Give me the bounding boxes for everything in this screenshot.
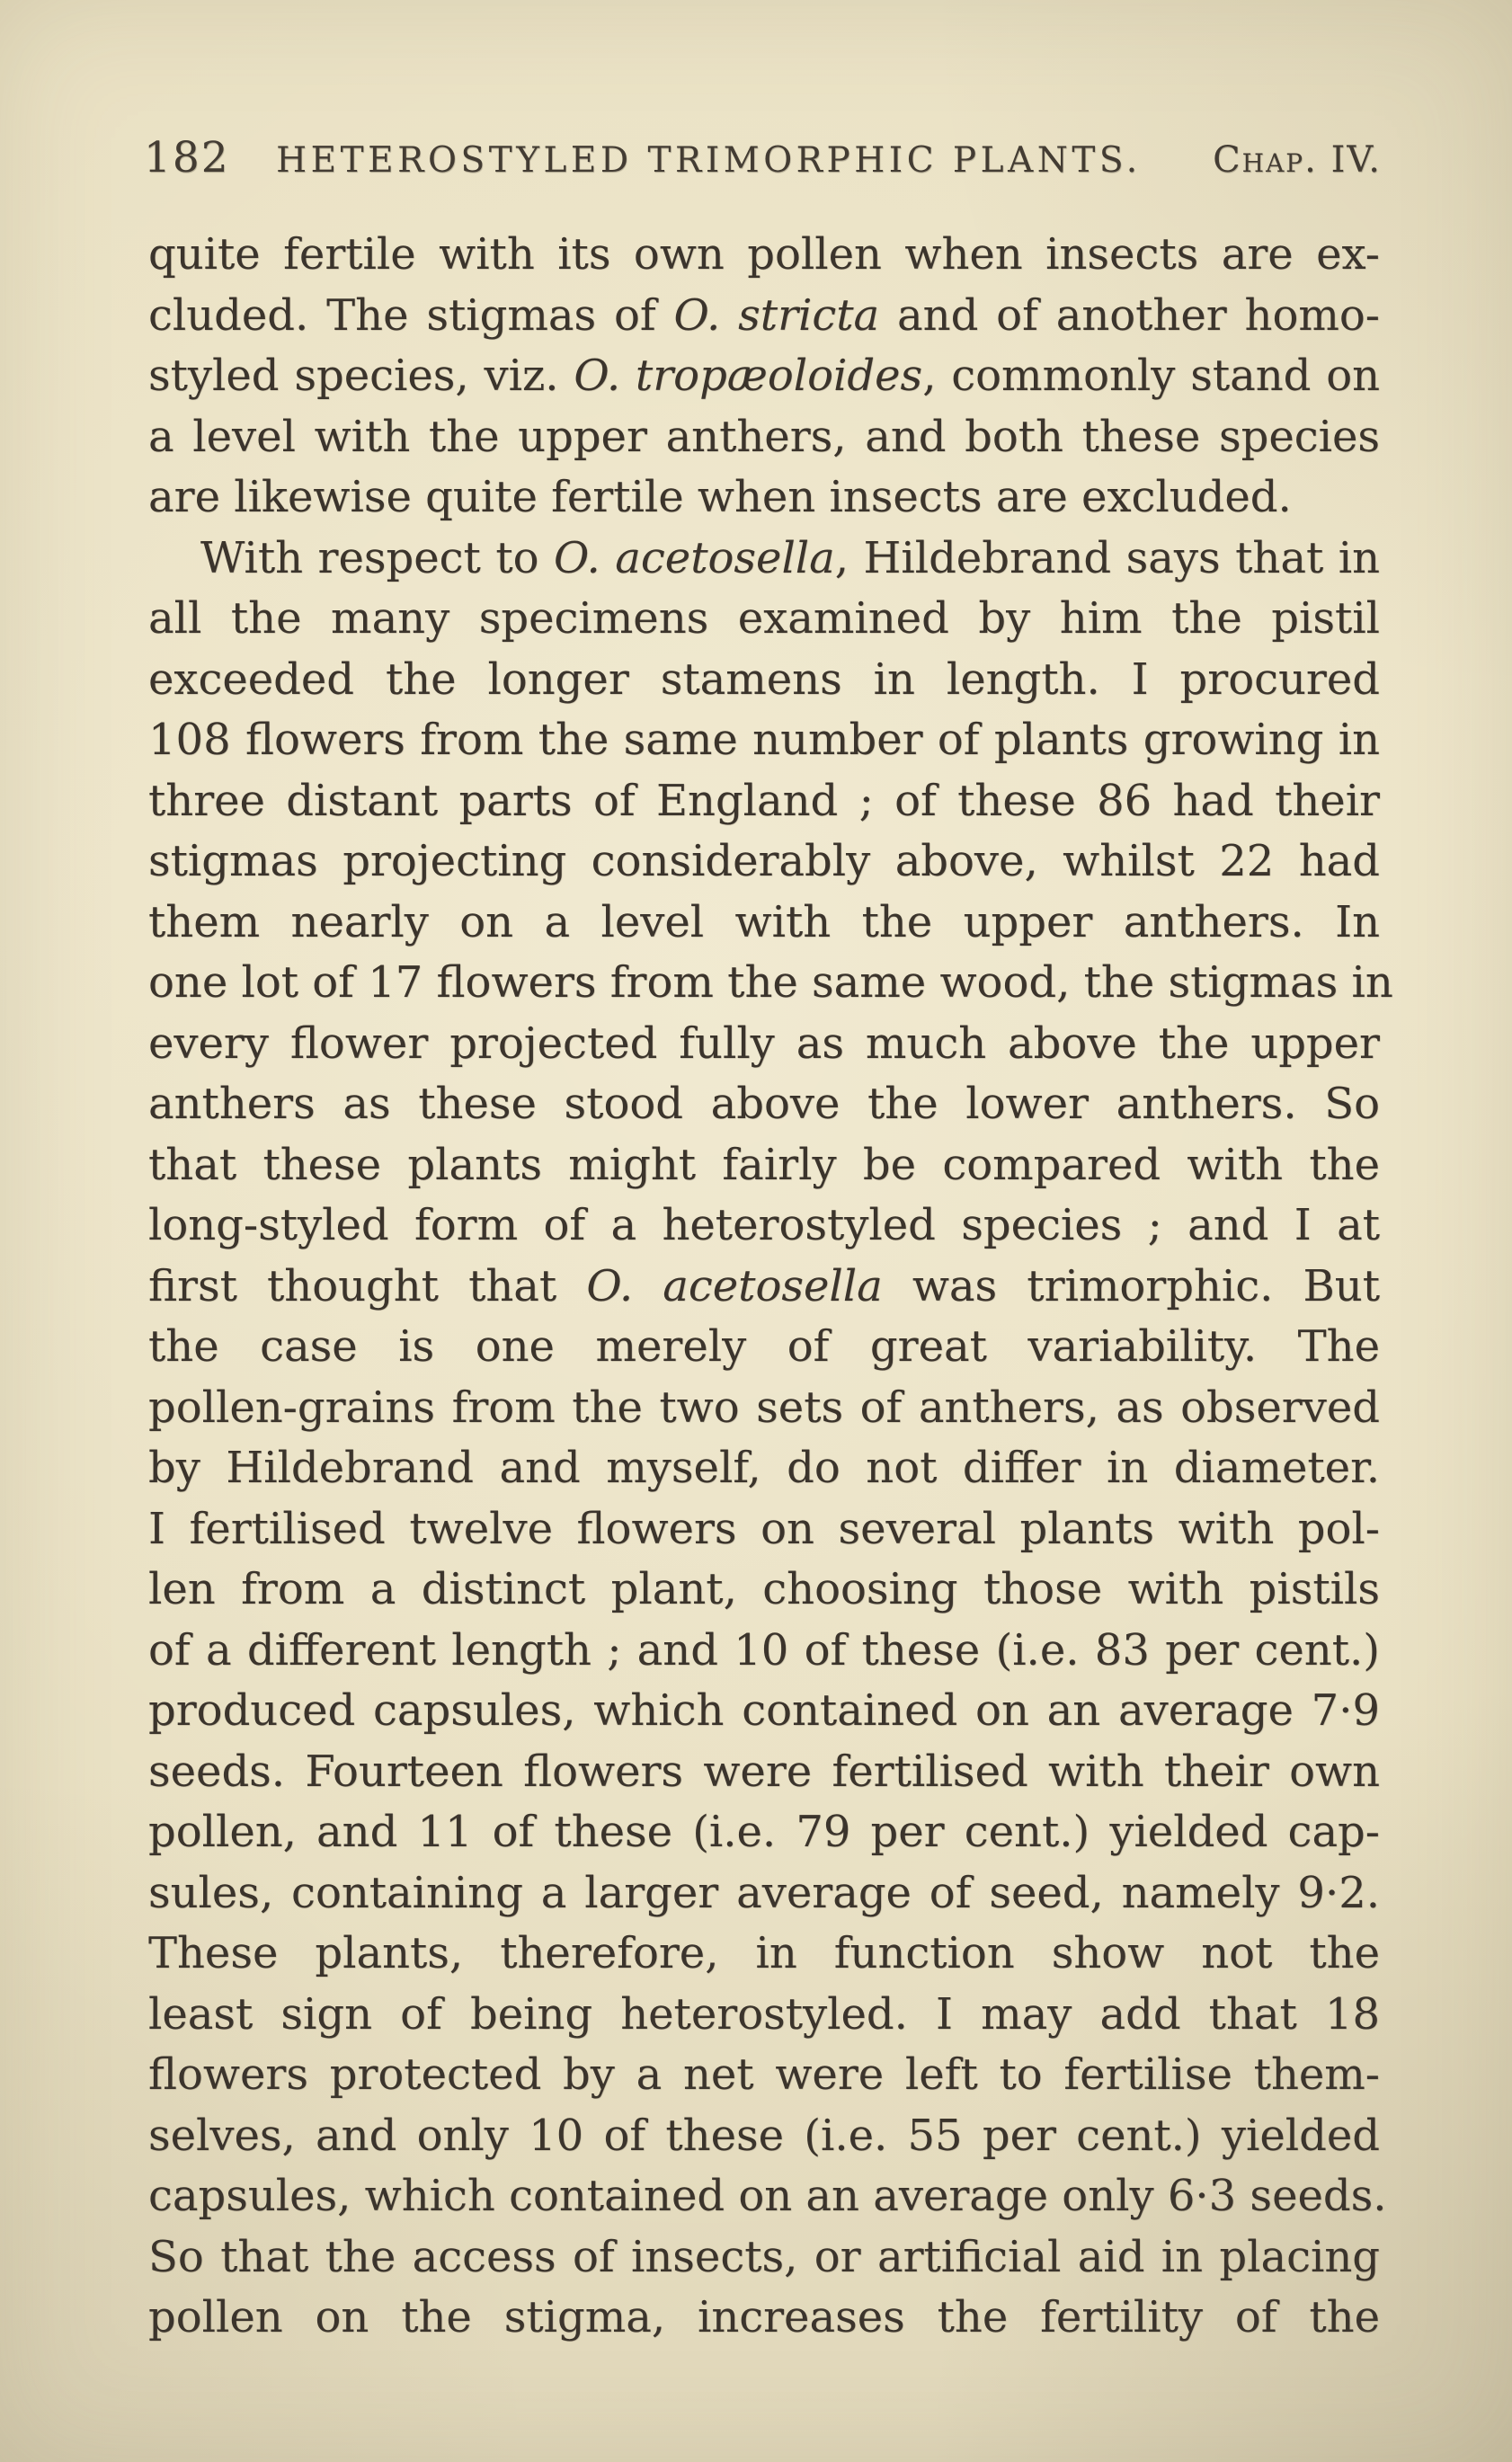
- text-line: [148, 1621, 1380, 1682]
- text-run: pollen, and 11 of these (i.e. 79 per cent.) yielded cap-: [148, 1807, 1380, 1857]
- text-line: [148, 2106, 1380, 2167]
- text-line: [148, 1560, 1380, 1621]
- text-run: len from a distinct plant, choosing those with pistils: [148, 1564, 1380, 1614]
- text-block: [148, 225, 1393, 2349]
- text-line: [148, 589, 1380, 650]
- text-line: [148, 1438, 1380, 1499]
- text-line: [148, 2045, 1380, 2106]
- text-run: cluded. The stigmas of: [148, 289, 674, 341]
- text-run: pollen on the stigma, increases the fertility of the: [148, 2292, 1380, 2342]
- text-run: I fertilised twelve flowers on several plants with pol-: [148, 1503, 1380, 1554]
- text-line: [148, 1924, 1380, 1985]
- text-run: sules, containing a larger average of seed, namely 9·2.: [148, 1867, 1380, 1918]
- text-run: was trimorphic. But: [882, 1260, 1380, 1311]
- text-run: anthers as these stood above the lower anthers. So: [148, 1079, 1380, 1129]
- text-run: them nearly on a level with the upper anthers. In: [148, 896, 1380, 947]
- text-run: 108 flowers from the same number of plants growing in: [148, 715, 1380, 765]
- text-line: [148, 771, 1380, 832]
- text-run: seeds. Fourteen flowers were fertilised with their own: [148, 1746, 1380, 1797]
- text-run: three distant parts of England ; of these 86 had their: [148, 775, 1380, 826]
- text-run: pollen-grains from the two sets of anthers, as observed: [148, 1382, 1380, 1433]
- text-line: [148, 893, 1380, 954]
- text-line: [148, 1317, 1380, 1378]
- running-title: HETEROSTYLED TRIMORPHIC PLANTS.: [276, 140, 1142, 181]
- species-name: O. tropæoloides: [574, 351, 923, 401]
- page-number: 182: [144, 133, 230, 182]
- text-run: a level with the upper anthers, and both these species: [148, 411, 1380, 462]
- species-name: O. stricta: [673, 289, 880, 341]
- text-run: With respect to: [200, 532, 555, 583]
- text-line: [148, 225, 1380, 286]
- text-line: [148, 286, 1380, 347]
- text-line: [148, 831, 1380, 893]
- text-run: , commonly stand on: [922, 351, 1381, 401]
- text-line: [148, 710, 1380, 771]
- text-line: [148, 2288, 1380, 2349]
- text-run: every flower projected fully as much above the upper: [148, 1018, 1380, 1069]
- text-line: [148, 1802, 1380, 1863]
- text-line: [148, 1195, 1380, 1257]
- text-line: [148, 2166, 1387, 2227]
- text-line: [148, 407, 1380, 468]
- text-line: [148, 1257, 1380, 1318]
- text-run: These plants, therefore, in function show not the: [148, 1928, 1380, 1978]
- text-run: of a different length ; and 10 of these (i.e. 83 per cent.): [148, 1624, 1380, 1675]
- text-run: the case is one merely of great variability. The: [148, 1321, 1380, 1372]
- text-line: [148, 529, 1380, 590]
- text-run: long-styled form of a heterostyled species ; and I at: [148, 1200, 1380, 1250]
- text-run: and of another homo-: [879, 289, 1380, 341]
- text-line: [148, 1074, 1380, 1135]
- text-run: first thought that: [148, 1260, 587, 1311]
- running-header: [144, 133, 1382, 182]
- text-run: exceeded the longer stamens in length. I procured: [148, 653, 1380, 705]
- text-run: capsules, which contained on an average only 6·3 seeds.: [148, 2171, 1387, 2221]
- text-run: least sign of being heterostyled. I may add that 18: [148, 1988, 1380, 2040]
- text-line: [148, 1863, 1380, 1924]
- text-run: quite fertile with its own pollen when insects are ex-: [148, 229, 1380, 280]
- text-run: selves, and only 10 of these (i.e. 55 per cent.) yielded: [148, 2110, 1380, 2161]
- text-run: all the many specimens examined by him the pistil: [148, 593, 1380, 644]
- text-line: [148, 1014, 1380, 1075]
- text-run: by Hildebrand and myself, do not differ in diameter.: [148, 1443, 1380, 1493]
- species-name: O. acetosella: [586, 1260, 883, 1311]
- text-run: produced capsules, which contained on an average 7·9: [148, 1685, 1380, 1736]
- text-line: [148, 346, 1380, 407]
- text-run: are likewise quite fertile when insects are excluded.: [148, 472, 1292, 522]
- text-run: one lot of 17 flowers from the same wood, the stigmas in: [148, 957, 1393, 1008]
- text-line: [148, 650, 1380, 711]
- text-run: , Hildebrand says that in: [834, 532, 1380, 583]
- text-line: [148, 1681, 1380, 1742]
- text-line: [148, 1378, 1380, 1439]
- text-run: that these plants might fairly be compared with the: [148, 1139, 1380, 1190]
- text-line: [148, 953, 1393, 1014]
- text-line: [148, 2227, 1380, 2289]
- text-line: [148, 1985, 1380, 2046]
- text-line: [148, 1135, 1380, 1196]
- text-line: [148, 1742, 1380, 1803]
- species-name: O. acetosella: [554, 532, 835, 583]
- text-line: [148, 1499, 1380, 1560]
- text-run: So that the access of insects, or artificial aid in placing: [148, 2231, 1380, 2282]
- text-line: [148, 467, 1380, 529]
- text-run: flowers protected by a net were left to fertilise them-: [148, 2049, 1380, 2100]
- text-run: stigmas projecting considerably above, whilst 22 had: [148, 836, 1380, 886]
- chapter-label: Chap. IV.: [1213, 139, 1382, 181]
- text-run: styled species, viz.: [148, 351, 574, 401]
